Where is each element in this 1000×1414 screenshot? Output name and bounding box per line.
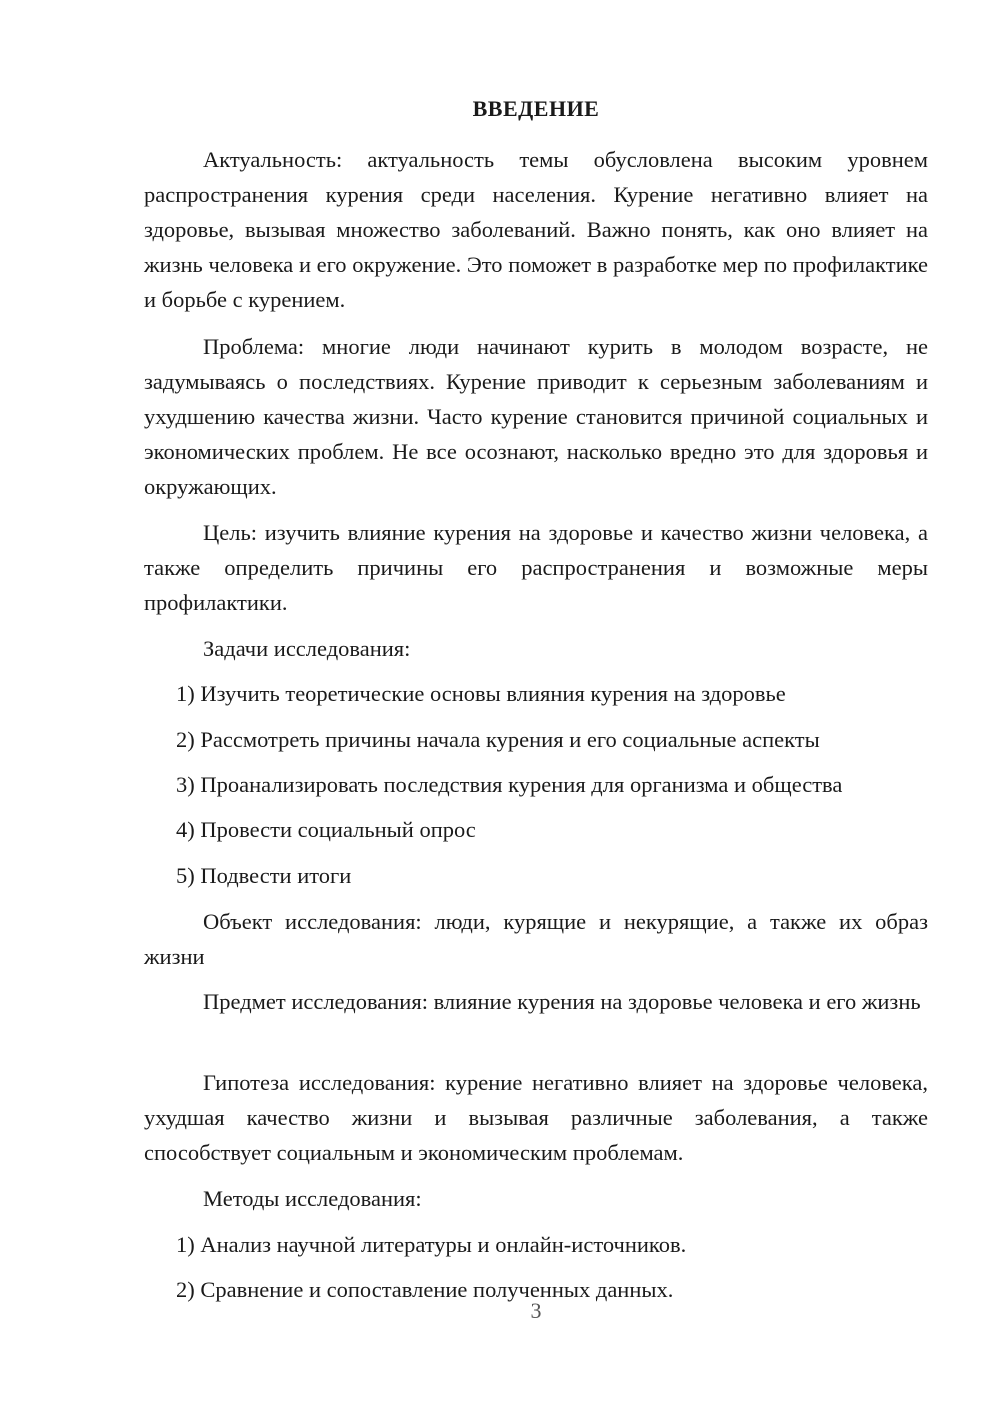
problem-paragraph: Проблема: многие люди начинают курить в молодом возрасте, не задумываясь о последствиях. Курение приводит к серьезным заболеваниям и ухудшению качества жизни. Часто курение становится причиной социальных и экономических проблем. Не все осознают, насколько вредно это для здоровья и окружающих. [144, 334, 928, 499]
task-item: 4) Провести социальный опрос [176, 817, 476, 842]
goal-paragraph: Цель: изучить влияние курения на здоровье и качество жизни человека, а также определить причины его распространения и возможные меры профилактики. [144, 520, 928, 615]
method-item: 1) Анализ научной литературы и онлайн-источников. [176, 1232, 687, 1257]
subject-paragraph: Предмет исследования: влияние курения на здоровье человека и его жизнь [203, 989, 921, 1014]
task-item: 3) Проанализировать последствия курения для организма и общества [176, 772, 843, 797]
hypothesis-paragraph: Гипотеза исследования: курение негативно влияет на здоровье человека, ухудшая качество жизни и вызывая различные заболевания, а также способствует социальным и экономическим проблемам. [144, 1070, 928, 1165]
task-item: 5) Подвести итоги [176, 863, 352, 888]
tasks-heading: Задачи исследования: [203, 636, 411, 661]
method-item: 2) Сравнение и сопоставление полученных данных. [176, 1277, 674, 1302]
object-paragraph: Объект исследования: люди, курящие и некурящие, а также их образ жизни [144, 909, 928, 969]
page-title: ВВЕДЕНИЕ [472, 96, 600, 121]
relevance-paragraph: Актуальность: актуальность темы обусловлена высоким уровнем распространения курения среди населения. Курение негативно влияет на здоровье, вызывая множество заболеваний. Важно понять, как оно влияет на жизнь человека и его окружение. Это поможет в разработке мер по профилактике и борьбе с курением. [144, 147, 928, 312]
methods-heading: Методы исследования: [203, 1186, 422, 1211]
page-number: 3 [530, 1298, 542, 1323]
task-item: 2) Рассмотреть причины начала курения и его социальные аспекты [176, 727, 820, 752]
task-item: 1) Изучить теоретические основы влияния курения на здоровье [176, 681, 786, 706]
